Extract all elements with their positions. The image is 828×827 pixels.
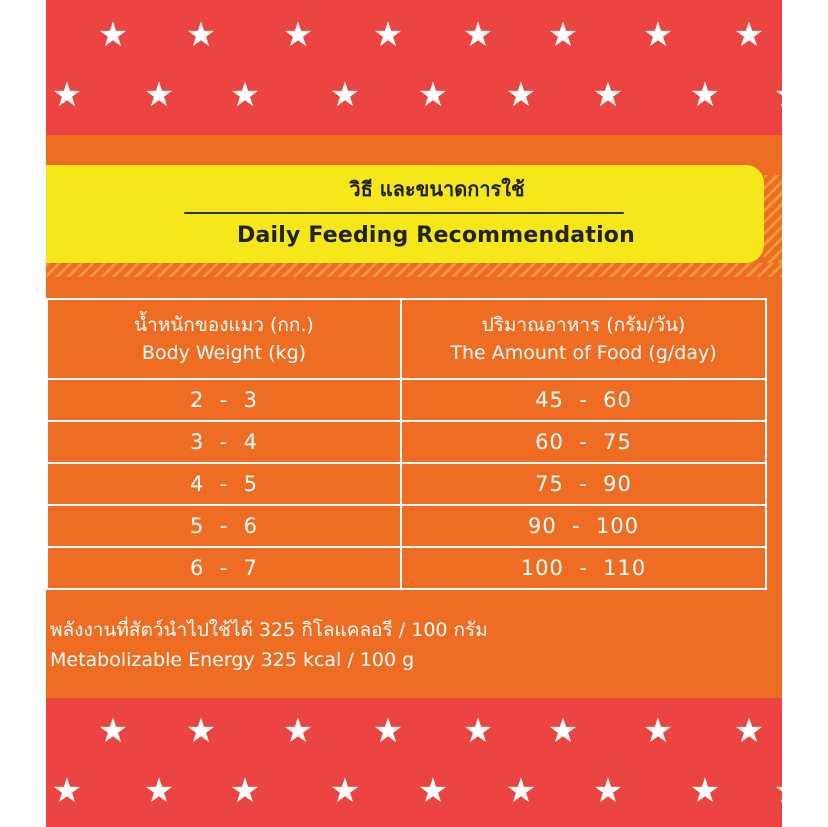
star-icon: ★ [689, 771, 721, 811]
star-icon: ★ [505, 75, 537, 115]
energy-thai: พลังงานที่สัตว์นำไปใช้ได้ 325 กิโลแคลอรี / 100 กรัม [50, 619, 488, 641]
weight-cell: 5 - 6 [47, 505, 401, 547]
star-icon: ★ [372, 15, 404, 55]
table-row [47, 547, 766, 589]
star-icon: ★ [689, 75, 721, 115]
weight-cell: 2 - 3 [47, 379, 401, 421]
star-icon: ★ [143, 771, 175, 811]
star-icon: ★ [51, 75, 83, 115]
star-icon: ★ [505, 771, 537, 811]
decorative-stripes [46, 263, 782, 277]
star-icon: ★ [642, 711, 674, 751]
weight-column-header [47, 299, 401, 379]
star-icon: ★ [773, 75, 805, 115]
star-icon: ★ [185, 711, 217, 751]
amount-cell: 100 - 110 [401, 547, 766, 589]
weight-header-english: Body Weight (kg) [141, 342, 307, 364]
amount-header-english: The Amount of Food (g/day) [450, 342, 717, 364]
feeding-table [46, 298, 767, 590]
weight-cell: 6 - 7 [47, 547, 401, 589]
star-icon: ★ [143, 75, 175, 115]
star-icon: ★ [547, 711, 579, 751]
star-icon: ★ [282, 711, 314, 751]
amount-column-header [401, 299, 766, 379]
star-icon: ★ [329, 75, 361, 115]
amount-cell: 45 - 60 [401, 379, 766, 421]
star-icon: ★ [547, 15, 579, 55]
top-star-band [46, 0, 805, 135]
weight-cell: 3 - 4 [47, 421, 401, 463]
energy-english: Metabolizable Energy 325 kcal / 100 g [50, 649, 415, 671]
weight-header-thai: น้ำหนักของแมว (กก.) [134, 314, 314, 336]
amount-header-thai: ปริมาณอาหาร (กรัม/วัน) [481, 314, 686, 336]
star-icon: ★ [51, 771, 83, 811]
star-icon: ★ [592, 771, 624, 811]
title-english: Daily Feeding Recommendation [236, 223, 635, 248]
table-row [47, 505, 766, 547]
star-icon: ★ [592, 75, 624, 115]
star-icon: ★ [417, 75, 449, 115]
star-icon: ★ [462, 15, 494, 55]
table-row [47, 463, 766, 505]
bottom-star-band [46, 698, 805, 827]
star-icon: ★ [417, 771, 449, 811]
title-thai: วิธี และขนาดการใช้ [349, 177, 525, 201]
table-row [47, 421, 766, 463]
amount-cell: 90 - 100 [401, 505, 766, 547]
star-icon: ★ [733, 711, 765, 751]
amount-cell: 75 - 90 [401, 463, 766, 505]
star-icon: ★ [282, 15, 314, 55]
star-icon: ★ [329, 771, 361, 811]
feeding-panel [46, 135, 782, 698]
star-icon: ★ [462, 711, 494, 751]
star-icon: ★ [229, 771, 261, 811]
title-divider [184, 212, 624, 214]
table-header-row [47, 299, 766, 379]
star-icon: ★ [97, 711, 129, 751]
star-icon: ★ [733, 15, 765, 55]
table-row [47, 379, 766, 421]
star-icon: ★ [642, 15, 674, 55]
weight-cell: 4 - 5 [47, 463, 401, 505]
amount-cell: 60 - 75 [401, 421, 766, 463]
star-icon: ★ [773, 771, 805, 811]
star-icon: ★ [229, 75, 261, 115]
star-icon: ★ [97, 15, 129, 55]
star-icon: ★ [185, 15, 217, 55]
energy-info [50, 615, 488, 675]
star-icon: ★ [372, 711, 404, 751]
